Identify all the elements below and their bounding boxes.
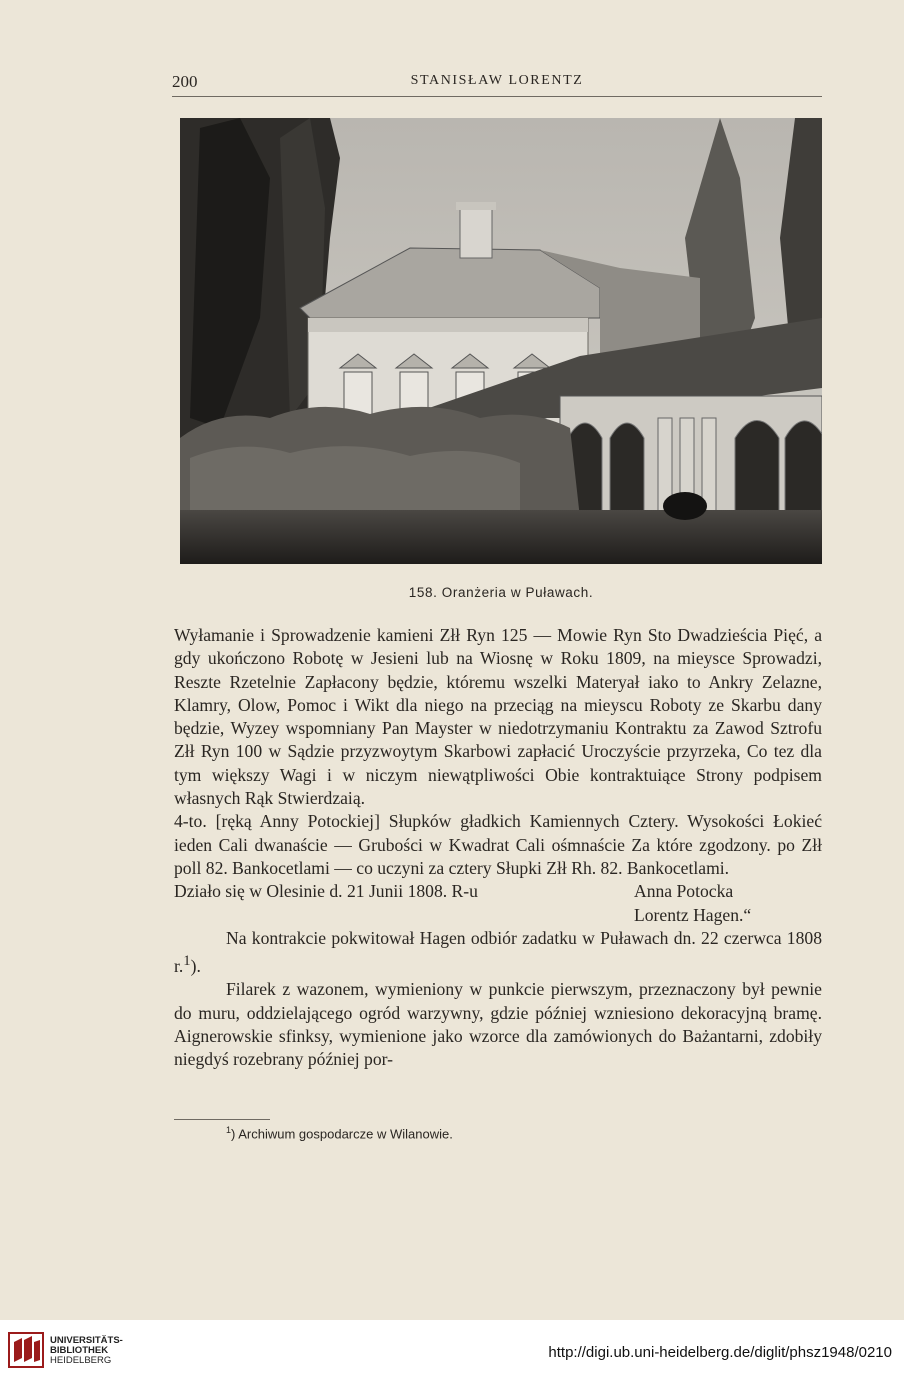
place-date: Działo się w Olesinie d. 21 Junii 1808. R-u bbox=[174, 881, 478, 902]
digitization-footer bbox=[0, 1320, 904, 1384]
figure-caption: 158. Oranżeria w Puławach. bbox=[408, 585, 594, 600]
running-head: STANISŁAW LORENTZ bbox=[410, 73, 584, 88]
paragraph-receipt bbox=[174, 927, 822, 978]
paragraph-pillar: Filarek z wazonem, wymieniony w punkcie pierwszym, przeznaczony był pewnie do muru, oddzielającego ogród warzywny, gdzie później wzniesiono dekoracyjną bramę. Aignerowskie sfinksy, wymienione jako wzorce dla zamówionych do Bażantarni, zdobiły niegdyś rozebrany później por- bbox=[174, 979, 822, 1070]
body-text bbox=[174, 624, 822, 1072]
page-number: 200 bbox=[172, 72, 198, 91]
signature-row-2 bbox=[174, 904, 822, 927]
footnote-rule bbox=[174, 1119, 270, 1120]
library-logo-icon bbox=[8, 1332, 44, 1368]
orangery-illustration bbox=[180, 118, 822, 564]
receipt-end: ). bbox=[190, 956, 201, 977]
figure-plate bbox=[180, 118, 822, 564]
library-line-3: HEIDELBERG bbox=[50, 1355, 112, 1366]
page-header bbox=[172, 72, 822, 97]
paragraph-contract: Wyłamanie i Sprowadzenie kamieni Złł Ryn 125 — Mowie Ryn Sto Dwadzieścia Pięć, a gdy ukończono Robotę w Jesieni lub na Wiosnę w Roku 1809, na mieysce Sprowadzi, Reszte Rzetelnie Zapłacony będzie, któremu wszelki Materyał iako to Ankry Zelazne, Klamry, Olow, Pomoc i Wikt dla niego na przeciąg na mieyscu Roboty ze Skarbu dany będzie, Wyzey wspomniany Pan Mayster w niedotrzymaniu Kontraktu za Zawod Sztrofu Złł Ryn 100 w Sądzie przyzwoytym Skarbowi zapłacić Uroczyście przyrzeka, Co tez dla tym większy Wagi i w niczym niewątpliwości Obie kontraktuiące Strony podpisem własnych Rąk Stwierdzaią. bbox=[174, 625, 822, 809]
signature-hagen: Lorentz Hagen.“ bbox=[634, 904, 752, 925]
library-line-1: UNIVERSITÄTS- bbox=[50, 1335, 123, 1346]
footnote bbox=[226, 1125, 453, 1141]
signature-row bbox=[174, 880, 822, 903]
paragraph-columns: 4-to. [ręką Anny Potockiej] Słupków gładkich Kamiennych Cztery. Wysokości Łokieć ieden Cali dwanaście — Grubości w Kwadrat Cali ośmnaście Za które zgodzony. po Złł poll 82. Bankocetlami — co uczyni za cztery Słupki Złł Rh. 82. Bankocetlami. bbox=[174, 811, 822, 878]
library-name bbox=[50, 1336, 123, 1366]
footnote-ref: 1 bbox=[183, 953, 191, 970]
receipt-text: Na kontrakcie pokwitował Hagen odbiór zadatku w Puławach dn. 22 czerwca 1808 r. bbox=[174, 927, 822, 977]
library-line-2: BIBLIOTHEK bbox=[50, 1345, 109, 1356]
footnote-text: ) Archiwum gospodarcze w Wilanowie. bbox=[231, 1126, 453, 1142]
footnote-mark: 1 bbox=[226, 1125, 232, 1135]
permalink-url[interactable]: http://digi.ub.uni-heidelberg.de/diglit/phsz1948/0210 bbox=[548, 1344, 892, 1361]
signature-potocka: Anna Potocka bbox=[634, 881, 734, 902]
